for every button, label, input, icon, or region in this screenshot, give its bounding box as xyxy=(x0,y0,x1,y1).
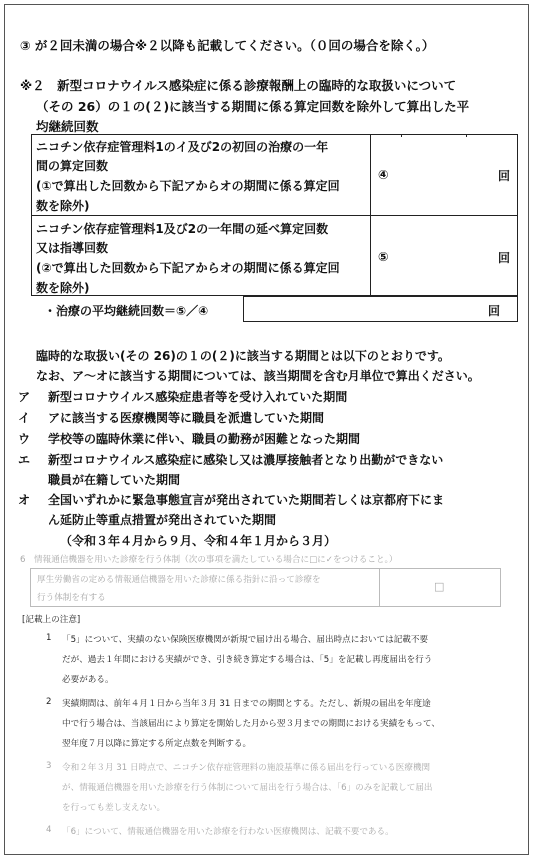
period-intro-line1: 臨時的な取扱い(その 26)の１の(２)に該当する期間とは以下のとおりです。 xyxy=(36,349,450,363)
section6-cell-line: 行う体制を有する xyxy=(37,593,106,603)
note-line: を行っても差し支えない。 xyxy=(62,803,166,813)
note-line: 「6」について、情報通信機器を用いた診療を行わない医療機関は、記載不要である。 xyxy=(62,827,394,837)
note2-line1: ※２ 新型コロナウイルス感染症に係る診療報酬上の臨時的な取扱いについて xyxy=(20,78,457,93)
average-field[interactable] xyxy=(243,296,518,322)
period-mark: オ xyxy=(18,493,31,507)
row2-line: 又は指導回数 xyxy=(36,241,109,255)
note-number: 2 xyxy=(46,697,52,707)
period-text: （令和３年４月から９月、令和４年１月から３月） xyxy=(60,534,337,548)
period-text: ん延防止等重点措置が発出されていた期間 xyxy=(48,513,277,527)
notes-header: [記載上の注意] xyxy=(22,615,81,625)
period-text: 新型コロナウイルス感染症患者等を受け入れていた期間 xyxy=(48,390,348,404)
section6-cell-line: 厚生労働省の定める情報通信機器を用いた診療に係る指針に沿って診療を xyxy=(37,575,321,585)
period-text: 職員が在籍していた期間 xyxy=(48,473,181,487)
row2-line: (②で算出した回数から下記アからオの期間に係る算定回 xyxy=(36,261,340,275)
note-line: 実績期間は、前年４月１日から当年３月 31 日までの期間とする。ただし、新規の届出を年度途 xyxy=(62,699,431,709)
section6-checkbox[interactable]: □ xyxy=(434,580,445,593)
period-mark: エ xyxy=(18,453,31,467)
table-tick xyxy=(466,134,467,137)
table-tick xyxy=(401,134,402,137)
row1-number: ④ xyxy=(378,167,389,182)
note-number: 4 xyxy=(46,825,52,835)
period-intro-line2: なお、ア〜オに該当する期間については、該当期間を含む月単位で算出ください。 xyxy=(36,369,480,383)
header-note: ③ が２回未満の場合※２以降も記載してください。（０回の場合を除く。） xyxy=(20,38,435,53)
period-mark: ア xyxy=(18,390,31,404)
note-line: が、情報通信機器を用いた診療を行う体制について届出を行う場合は、「6」のみを記載して届出 xyxy=(62,783,433,793)
row1-line: ニコチン依存症管理料1のイ及び2の初回の治療の一年 xyxy=(36,140,329,154)
note-line: 令和２年３月 31 日時点で、ニコチン依存症管理料の施設基準に係る届出を行っている医療機関 xyxy=(62,763,431,773)
note-line: だが、過去１年間における実績ができ、引き続き算定する場合は、「5」を記載し再度届出を行う xyxy=(62,655,433,665)
note2-line2: （その 26）の１の(２)に該当する期間に係る算定回数を除外して算出した平 xyxy=(36,99,470,114)
row2-line: ニコチン依存症管理料1及び2の一年間の延べ算定回数 xyxy=(36,222,329,236)
period-text: 全国いずれかに緊急事態宣言が発出されていた期間若しくは京都府下にま xyxy=(48,493,445,507)
table-row-divider xyxy=(31,215,518,216)
table-col-divider xyxy=(370,134,371,296)
period-mark: ウ xyxy=(18,432,31,446)
period-text: 新型コロナウイルス感染症に感染し又は濃厚接触者となり出勤ができない xyxy=(48,453,444,467)
row2-unit: 回 xyxy=(498,251,511,265)
row2-number: ⑤ xyxy=(378,249,389,264)
note-number: 3 xyxy=(46,761,52,771)
note-line: 「5」について、実績のない保険医療機関が新規で届け出る場合、届出時点においては記載不要 xyxy=(62,635,429,645)
note-line: 中で行う場合は、当該届出により算定を開始した月から翌３月までの期間における実績をもって、 xyxy=(62,719,440,729)
section6-title: 6 情報通信機器を用いた診療を行う体制（次の事項を満たしている場合に□に✓をつけること。） xyxy=(20,555,398,565)
row2-line: 数を除外) xyxy=(36,281,90,295)
average-label: ・治療の平均継続回数＝⑤／④ xyxy=(44,304,209,318)
period-text: アに該当する医療機関等に職員を派遣していた期間 xyxy=(48,411,325,425)
note2-line3: 均継続回数 xyxy=(36,119,99,134)
note-line: 必要がある。 xyxy=(62,675,114,685)
average-unit: 回 xyxy=(488,304,501,318)
row1-line: 数を除外) xyxy=(36,199,90,213)
row1-unit: 回 xyxy=(498,169,511,183)
row1-line: (①で算出した回数から下記アからオの期間に係る算定回 xyxy=(36,179,340,193)
note-line: 翌年度７月以降に算定する所定点数を判断する。 xyxy=(62,739,252,749)
note-number: 1 xyxy=(46,633,52,643)
row1-line: 間の算定回数 xyxy=(36,159,109,173)
section6-divider xyxy=(379,568,380,607)
period-text: 学校等の臨時休業に伴い、職員の勤務が困難となった期間 xyxy=(48,432,361,446)
period-mark: イ xyxy=(18,411,31,425)
